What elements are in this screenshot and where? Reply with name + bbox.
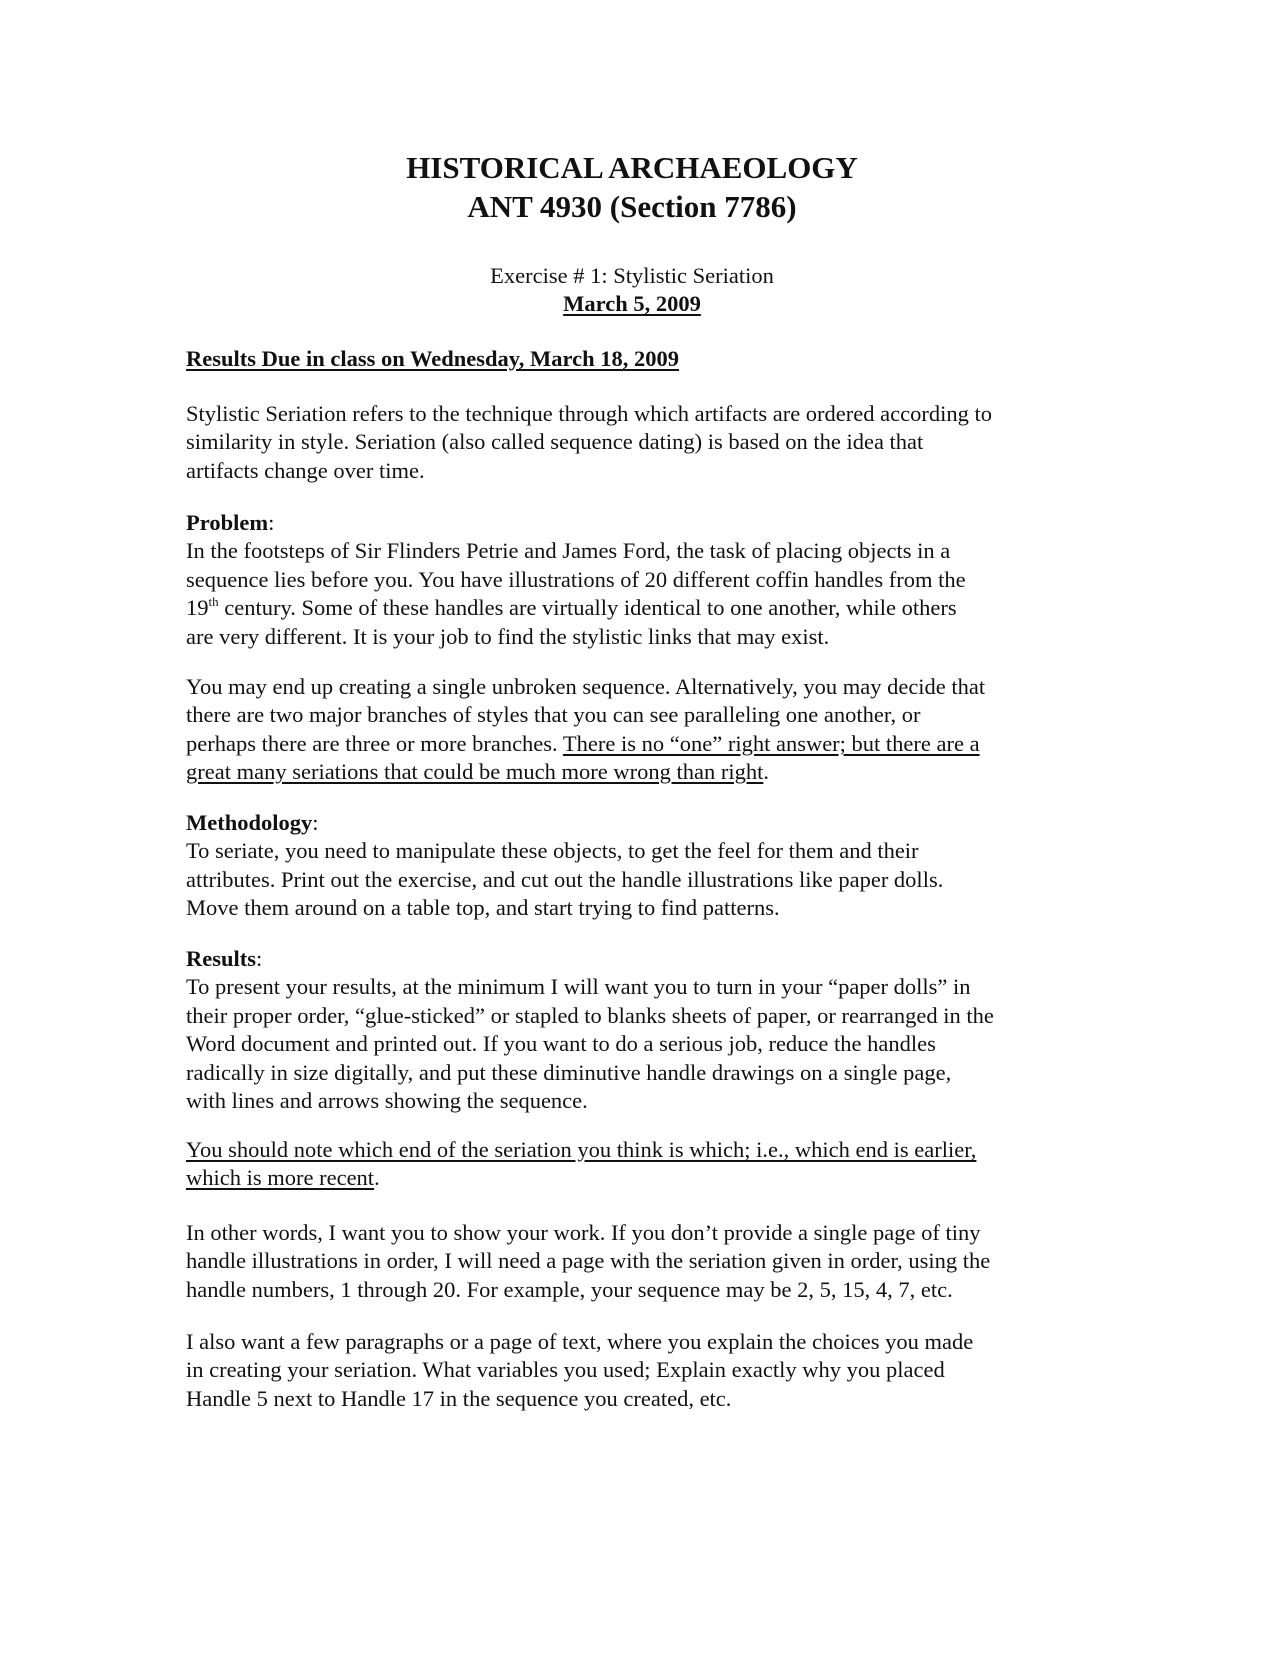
text-line: Handle 5 next to Handle 17 in the sequence you created, etc. <box>186 1385 732 1411</box>
text-line: To present your results, at the minimum I will want you to turn in your “paper dolls” in <box>186 974 971 1000</box>
text-line: handle numbers, 1 through 20. For example, your sequence may be 2, 5, 15, 4, 7, etc. <box>186 1276 953 1302</box>
text-line: Word document and printed out. If you want to do a serious job, reduce the handles <box>186 1031 936 1057</box>
other-words-paragraph <box>186 1219 1086 1304</box>
document-title: HISTORICAL ARCHAEOLOGY <box>406 150 858 185</box>
note-paragraph <box>186 1136 1086 1193</box>
text-line: In other words, I want you to show your work. If you don’t provide a single page of tiny <box>186 1220 981 1245</box>
explanation-paragraph <box>186 1328 1086 1413</box>
problem-heading: Problem <box>186 510 269 535</box>
text-line: are very different. It is your job to find the stylistic links that may exist. <box>186 623 830 649</box>
text-fragment: . <box>763 759 769 785</box>
problem-section <box>186 509 1086 651</box>
section-heading-line <box>186 509 1086 537</box>
text-fragment: . <box>374 1165 380 1191</box>
century-number: 19 <box>186 595 209 621</box>
text-line: attributes. Print out the exercise, and cut out the handle illustrations like paper dolls. <box>186 866 944 892</box>
text-line: I also want a few paragraphs or a page of text, where you explain the choices you made <box>186 1329 974 1354</box>
underlined-text: which is more recent <box>186 1165 375 1191</box>
text-line: radically in size digitally, and put these diminutive handle drawings on a single page, <box>186 1059 952 1085</box>
text-fragment: century. Some of these handles are virtually identical to one another, while others <box>218 595 957 621</box>
methodology-section <box>186 809 1086 923</box>
underlined-text: You should note which end of the seriation you think is which; i.e., which end is earlier, <box>186 1137 977 1162</box>
heading-colon: : <box>312 810 319 835</box>
due-date-heading: Results Due in class on Wednesday, March 18, 2009 <box>186 346 679 371</box>
text-line: handle illustrations in order, I will need a page with the seriation given in order, using the <box>186 1248 991 1274</box>
text-line <box>186 594 1086 622</box>
exercise-title: Exercise # 1: Stylistic Seriation <box>490 263 774 288</box>
heading-colon: : <box>268 510 275 535</box>
underlined-text: There is no “one” right answer; but there are a <box>562 730 980 756</box>
exercise-date: March 5, 2009 <box>563 291 701 316</box>
results-section <box>186 945 1086 1115</box>
text-line: with lines and arrows showing the sequence. <box>186 1087 588 1113</box>
ordinal-superscript: th <box>208 594 219 610</box>
section-heading-line <box>186 945 1086 973</box>
text-line: in creating your seriation. What variables you used; Explain exactly why you placed <box>186 1357 945 1383</box>
text-line <box>186 1164 1086 1192</box>
text-line: In the footsteps of Sir Flinders Petrie and James Ford, the task of placing objects in a <box>186 538 951 564</box>
methodology-heading: Methodology <box>186 810 313 835</box>
alternatives-paragraph <box>186 673 1086 787</box>
text-line: there are two major branches of styles that you can see paralleling one another, or <box>186 702 921 728</box>
text-line <box>186 758 1086 786</box>
heading-colon: : <box>256 946 263 971</box>
text-line: artifacts change over time. <box>186 457 425 483</box>
course-code: ANT 4930 (Section 7786) <box>467 189 797 224</box>
section-heading-line <box>186 809 1086 837</box>
text-line: You may end up creating a single unbroken sequence. Alternatively, you may decide that <box>186 674 986 699</box>
text-line: Move them around on a table top, and start trying to find patterns. <box>186 895 780 921</box>
text-line: Stylistic Seriation refers to the technique through which artifacts are ordered according to <box>186 401 992 426</box>
underlined-text: great many seriations that could be much more wrong than right <box>186 759 764 785</box>
intro-paragraph <box>186 400 1086 485</box>
results-heading: Results <box>186 946 257 971</box>
text-line: sequence lies before you. You have illustrations of 20 different coffin handles from the <box>186 566 966 592</box>
text-fragment: perhaps there are three or more branches. <box>186 730 563 756</box>
text-line: their proper order, “glue-sticked” or stapled to blanks sheets of paper, or rearranged in the <box>186 1002 994 1028</box>
text-line <box>186 1136 1086 1164</box>
text-line: similarity in style. Seriation (also called sequence dating) is based on the idea that <box>186 429 924 455</box>
text-line: To seriate, you need to manipulate these objects, to get the feel for them and their <box>186 838 919 864</box>
text-line <box>186 730 1086 758</box>
